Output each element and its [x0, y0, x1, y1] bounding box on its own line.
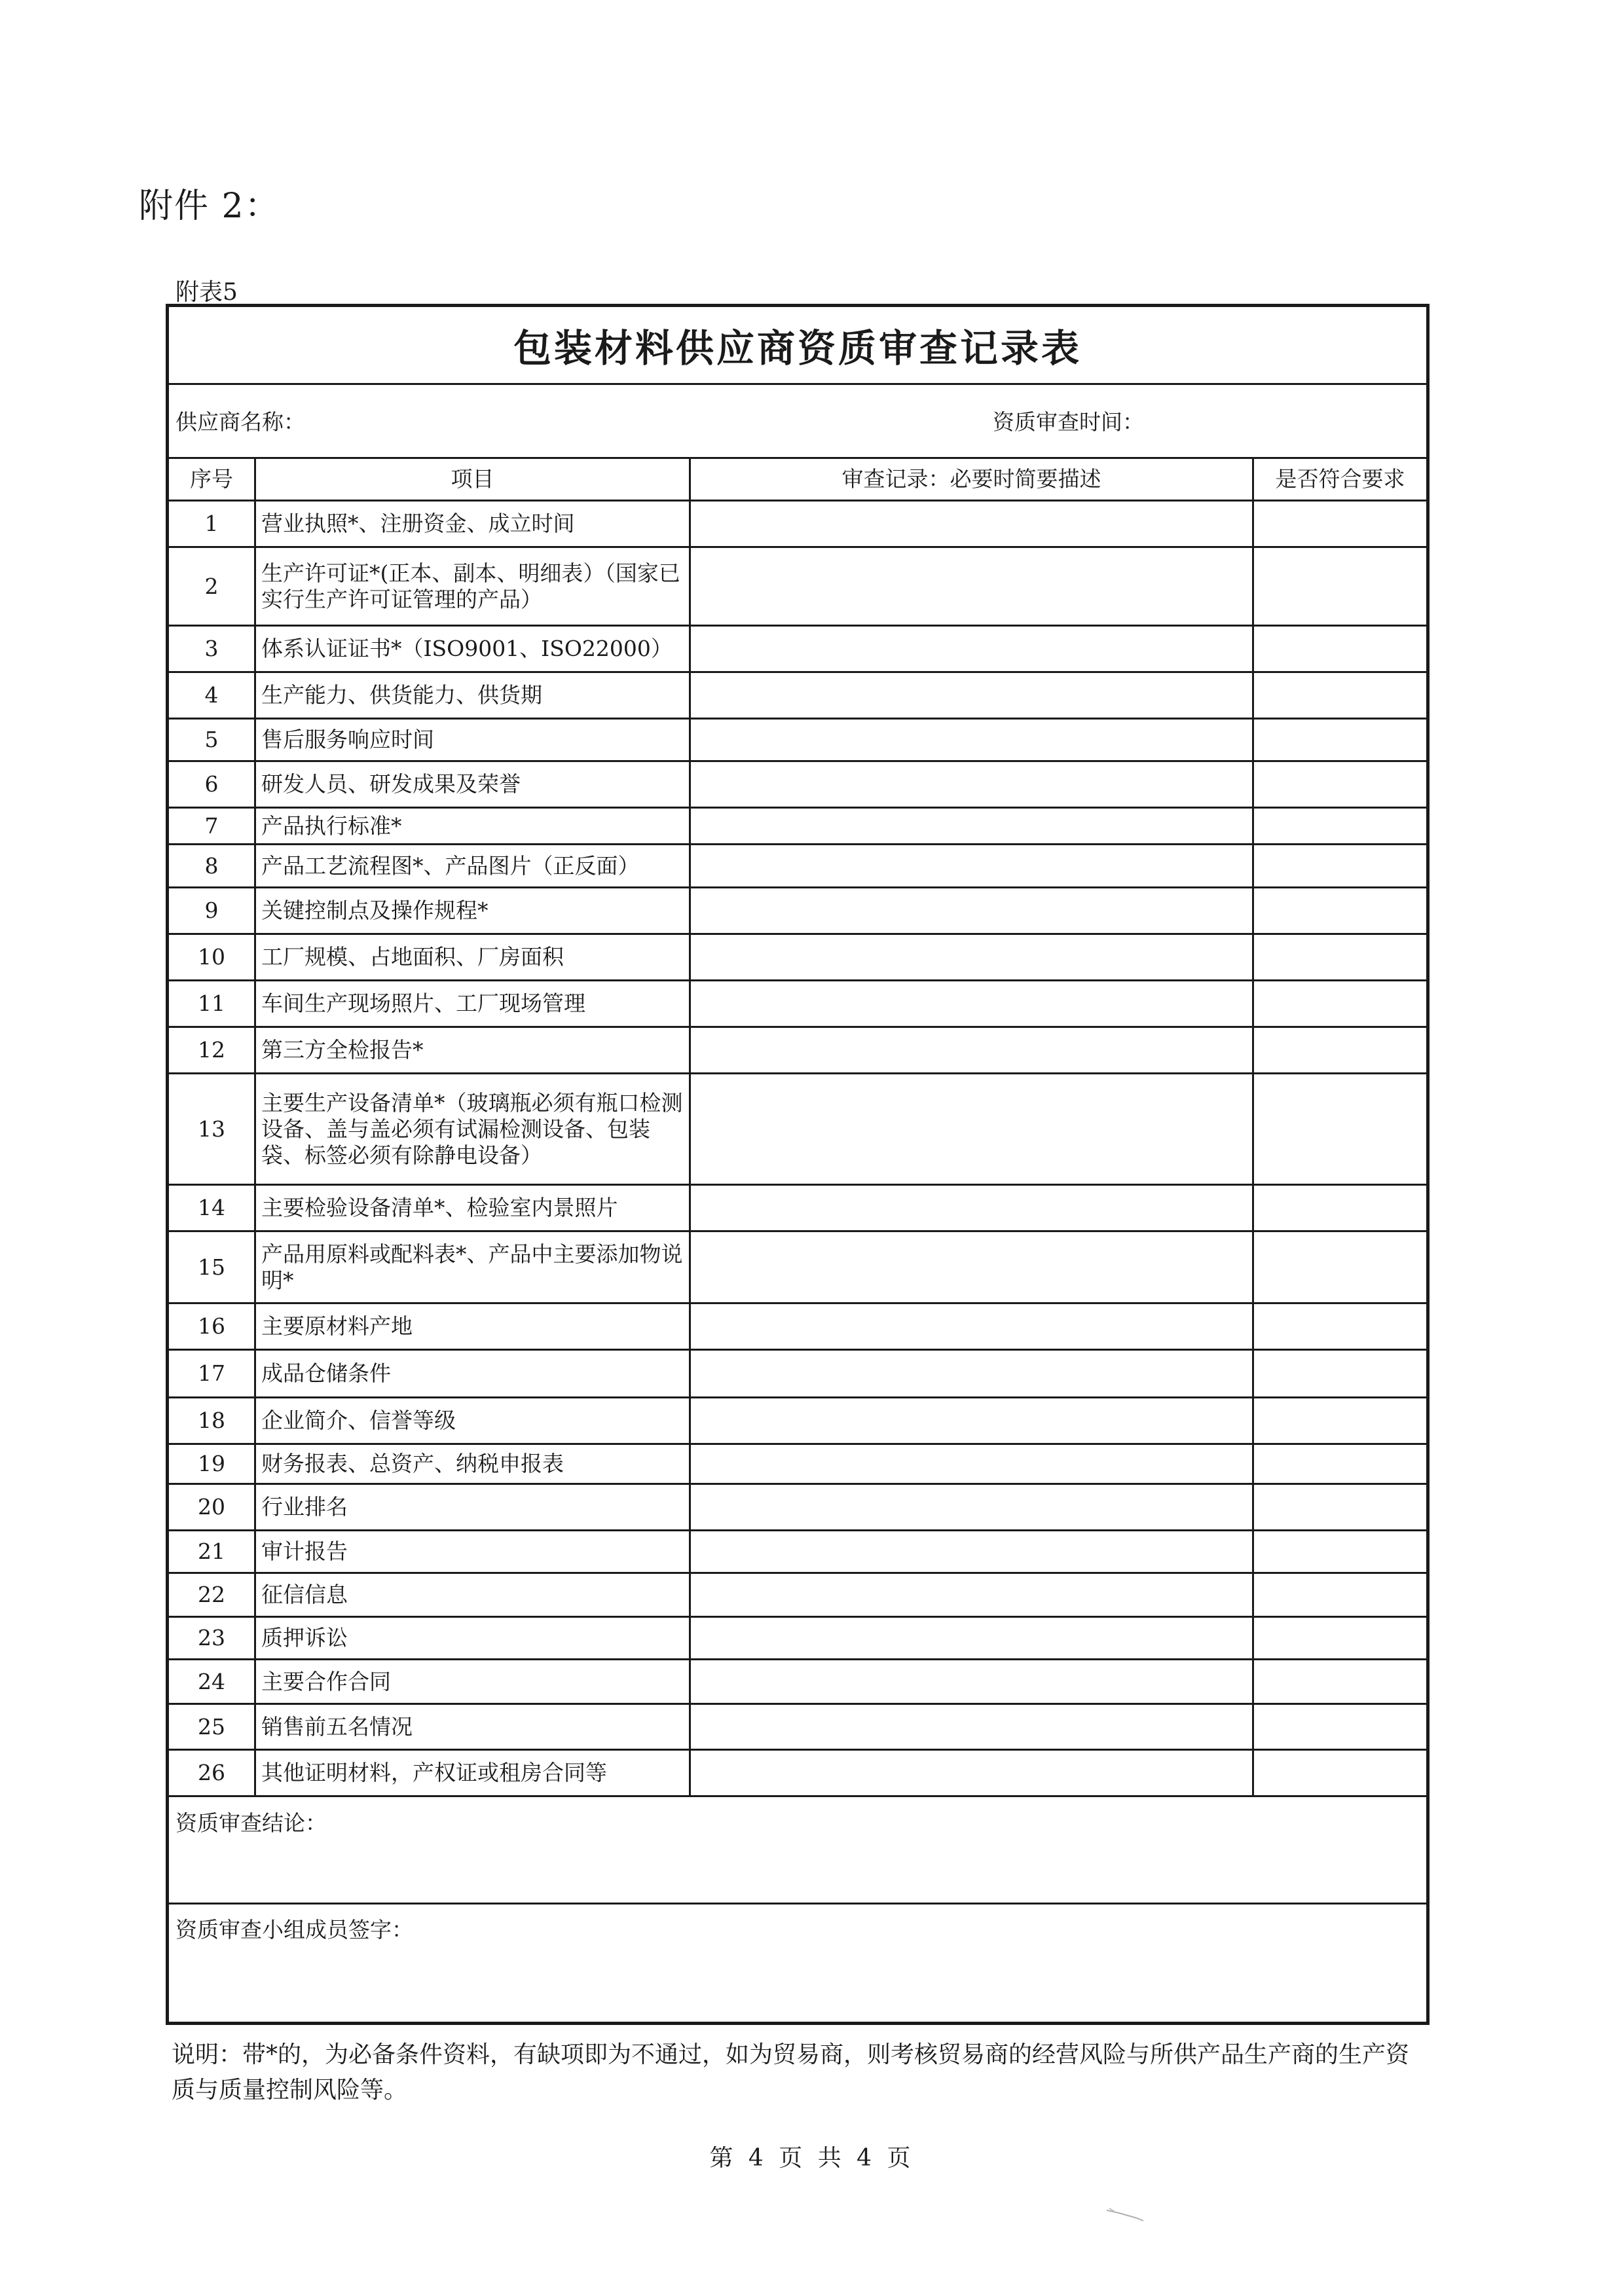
compliance-cell — [1254, 1485, 1426, 1529]
row-number: 21 — [198, 1539, 225, 1564]
explanatory-note: 说明：带*的，为必备条件资料，有缺项即为不通过，如为贸易商，则考核贸易商的经营风险与所供产品生产商的生产资质与质量控制风险等。 — [172, 2041, 1410, 2104]
row-number: 4 — [204, 682, 219, 708]
review-item: 产品执行标准* — [261, 812, 402, 839]
review-item: 车间生产现场照片、工厂现场管理 — [261, 991, 585, 1016]
review-item: 生产许可证*(正本、副本、明细表）（国家已实行生产许可证管理的产品） — [261, 560, 680, 612]
scan-mark-icon — [1105, 2206, 1145, 2222]
record-cell — [691, 1232, 1252, 1302]
record-cell — [691, 1445, 1252, 1483]
row-number: 24 — [198, 1668, 225, 1694]
divider — [169, 383, 1426, 385]
page-number: 第 4 页 共 4 页 — [709, 2145, 915, 2172]
record-cell — [691, 627, 1252, 671]
review-item: 工厂规模、占地面积、厂房面积 — [261, 944, 564, 970]
supplier-name-label: 供应商名称： — [175, 409, 305, 435]
review-item: 体系认证证书*（ISO9001、ISO22000） — [261, 636, 673, 661]
column-divider — [254, 457, 256, 1795]
column-divider — [1252, 457, 1254, 1795]
signature-label: 资质审查小组成员签字： — [175, 1917, 413, 1942]
row-number: 17 — [198, 1360, 225, 1386]
review-item: 生产能力、供货能力、供货期 — [261, 682, 542, 708]
review-item: 财务报表、总资产、纳税申报表 — [261, 1451, 564, 1476]
review-item: 销售前五名情况 — [261, 1713, 413, 1740]
record-cell — [691, 935, 1252, 979]
record-cell — [691, 1531, 1252, 1572]
record-cell — [691, 720, 1252, 760]
row-number: 12 — [198, 1037, 225, 1063]
record-cell — [691, 1028, 1252, 1072]
row-number: 7 — [204, 812, 219, 839]
compliance-cell — [1254, 1531, 1426, 1572]
review-item: 质押诉讼 — [261, 1625, 348, 1650]
row-number: 16 — [198, 1313, 225, 1339]
compliance-cell — [1254, 1304, 1426, 1349]
record-cell — [691, 1751, 1252, 1795]
header-record: 审查记录：必要时简要描述 — [841, 466, 1101, 492]
row-number: 15 — [198, 1254, 225, 1280]
record-cell — [691, 1705, 1252, 1749]
row-number: 13 — [198, 1116, 225, 1142]
compliance-cell — [1254, 1074, 1426, 1184]
record-cell — [691, 1304, 1252, 1349]
attachment-title: 附件 2： — [139, 187, 280, 226]
compliance-cell — [1254, 1574, 1426, 1616]
divider — [169, 1903, 1426, 1904]
divider — [169, 1795, 1426, 1797]
row-number: 14 — [198, 1195, 225, 1220]
row-number: 5 — [204, 727, 219, 752]
record-cell — [691, 1186, 1252, 1230]
header-no: 序号 — [190, 466, 233, 492]
row-number: 6 — [204, 771, 219, 797]
compliance-cell — [1254, 1705, 1426, 1749]
record-cell — [691, 762, 1252, 807]
record-cell — [691, 1351, 1252, 1396]
review-item: 主要检验设备清单*、检验室内景照片 — [261, 1195, 618, 1220]
compliance-cell — [1254, 1751, 1426, 1795]
review-item: 研发人员、研发成果及荣誉 — [261, 771, 521, 797]
review-item: 企业简介、信誉等级 — [261, 1408, 456, 1433]
review-item: 审计报告 — [261, 1539, 348, 1564]
header-item: 项目 — [451, 466, 494, 492]
row-number: 18 — [198, 1408, 225, 1433]
compliance-cell — [1254, 888, 1426, 933]
review-form-table — [166, 304, 1430, 2025]
record-cell — [691, 1660, 1252, 1703]
review-item: 征信信息 — [261, 1582, 348, 1607]
compliance-cell — [1254, 809, 1426, 843]
compliance-cell — [1254, 1028, 1426, 1072]
column-divider — [689, 457, 691, 1795]
record-cell — [691, 548, 1252, 625]
row-number: 2 — [204, 573, 219, 599]
compliance-cell — [1254, 935, 1426, 979]
row-number: 1 — [204, 511, 219, 536]
compliance-cell — [1254, 627, 1426, 671]
row-number: 23 — [198, 1625, 225, 1650]
review-item: 售后服务响应时间 — [261, 727, 434, 752]
compliance-cell — [1254, 720, 1426, 760]
row-number: 8 — [204, 852, 219, 879]
compliance-cell — [1254, 762, 1426, 807]
compliance-cell — [1254, 1618, 1426, 1658]
record-cell — [691, 1485, 1252, 1529]
header-compliant: 是否符合要求 — [1275, 466, 1405, 492]
row-number: 11 — [198, 991, 225, 1016]
record-cell — [691, 1618, 1252, 1658]
review-item: 主要原材料产地 — [261, 1313, 413, 1339]
compliance-cell — [1254, 673, 1426, 718]
compliance-cell — [1254, 1232, 1426, 1302]
compliance-cell — [1254, 1660, 1426, 1703]
row-number: 20 — [198, 1494, 225, 1520]
review-item: 行业排名 — [261, 1494, 348, 1520]
compliance-cell — [1254, 845, 1426, 886]
table-label: 附表5 — [175, 279, 238, 306]
compliance-cell — [1254, 1398, 1426, 1443]
review-item: 成品仓储条件 — [261, 1360, 391, 1386]
review-item: 主要合作合同 — [261, 1668, 391, 1694]
record-cell — [691, 501, 1252, 546]
record-cell — [691, 1398, 1252, 1443]
compliance-cell — [1254, 1351, 1426, 1396]
record-cell — [691, 845, 1252, 886]
compliance-cell — [1254, 501, 1426, 546]
record-cell — [691, 673, 1252, 718]
record-cell — [691, 809, 1252, 843]
row-number: 3 — [204, 636, 219, 661]
review-item: 第三方全检报告* — [261, 1037, 424, 1063]
form-title: 包装材料供应商资质审查记录表 — [513, 326, 1082, 371]
row-number: 25 — [198, 1713, 225, 1740]
review-item: 关键控制点及操作规程* — [261, 898, 489, 923]
conclusion-label: 资质审查结论： — [175, 1810, 327, 1836]
record-cell — [691, 1074, 1252, 1184]
row-number: 26 — [198, 1760, 225, 1785]
row-number: 19 — [198, 1451, 225, 1476]
compliance-cell — [1254, 548, 1426, 625]
review-time-label: 资质审查时间： — [993, 409, 1144, 435]
row-number: 9 — [204, 898, 219, 923]
row-number: 10 — [198, 944, 225, 970]
row-number: 22 — [198, 1582, 225, 1607]
compliance-cell — [1254, 1186, 1426, 1230]
review-item: 主要生产设备清单*（玻璃瓶必须有瓶口检测设备、盖与盖必须有试漏检测设备、包装袋、标签必须有除静电设备） — [261, 1089, 683, 1168]
record-cell — [691, 888, 1252, 933]
compliance-cell — [1254, 1445, 1426, 1483]
review-item: 产品用原料或配料表*、产品中主要添加物说明* — [261, 1241, 683, 1293]
record-cell — [691, 1574, 1252, 1616]
review-item: 营业执照*、注册资金、成立时间 — [261, 511, 575, 536]
review-item: 产品工艺流程图*、产品图片（正反面） — [261, 852, 640, 879]
record-cell — [691, 981, 1252, 1026]
review-item: 其他证明材料，产权证或租房合同等 — [261, 1760, 607, 1785]
compliance-cell — [1254, 981, 1426, 1026]
